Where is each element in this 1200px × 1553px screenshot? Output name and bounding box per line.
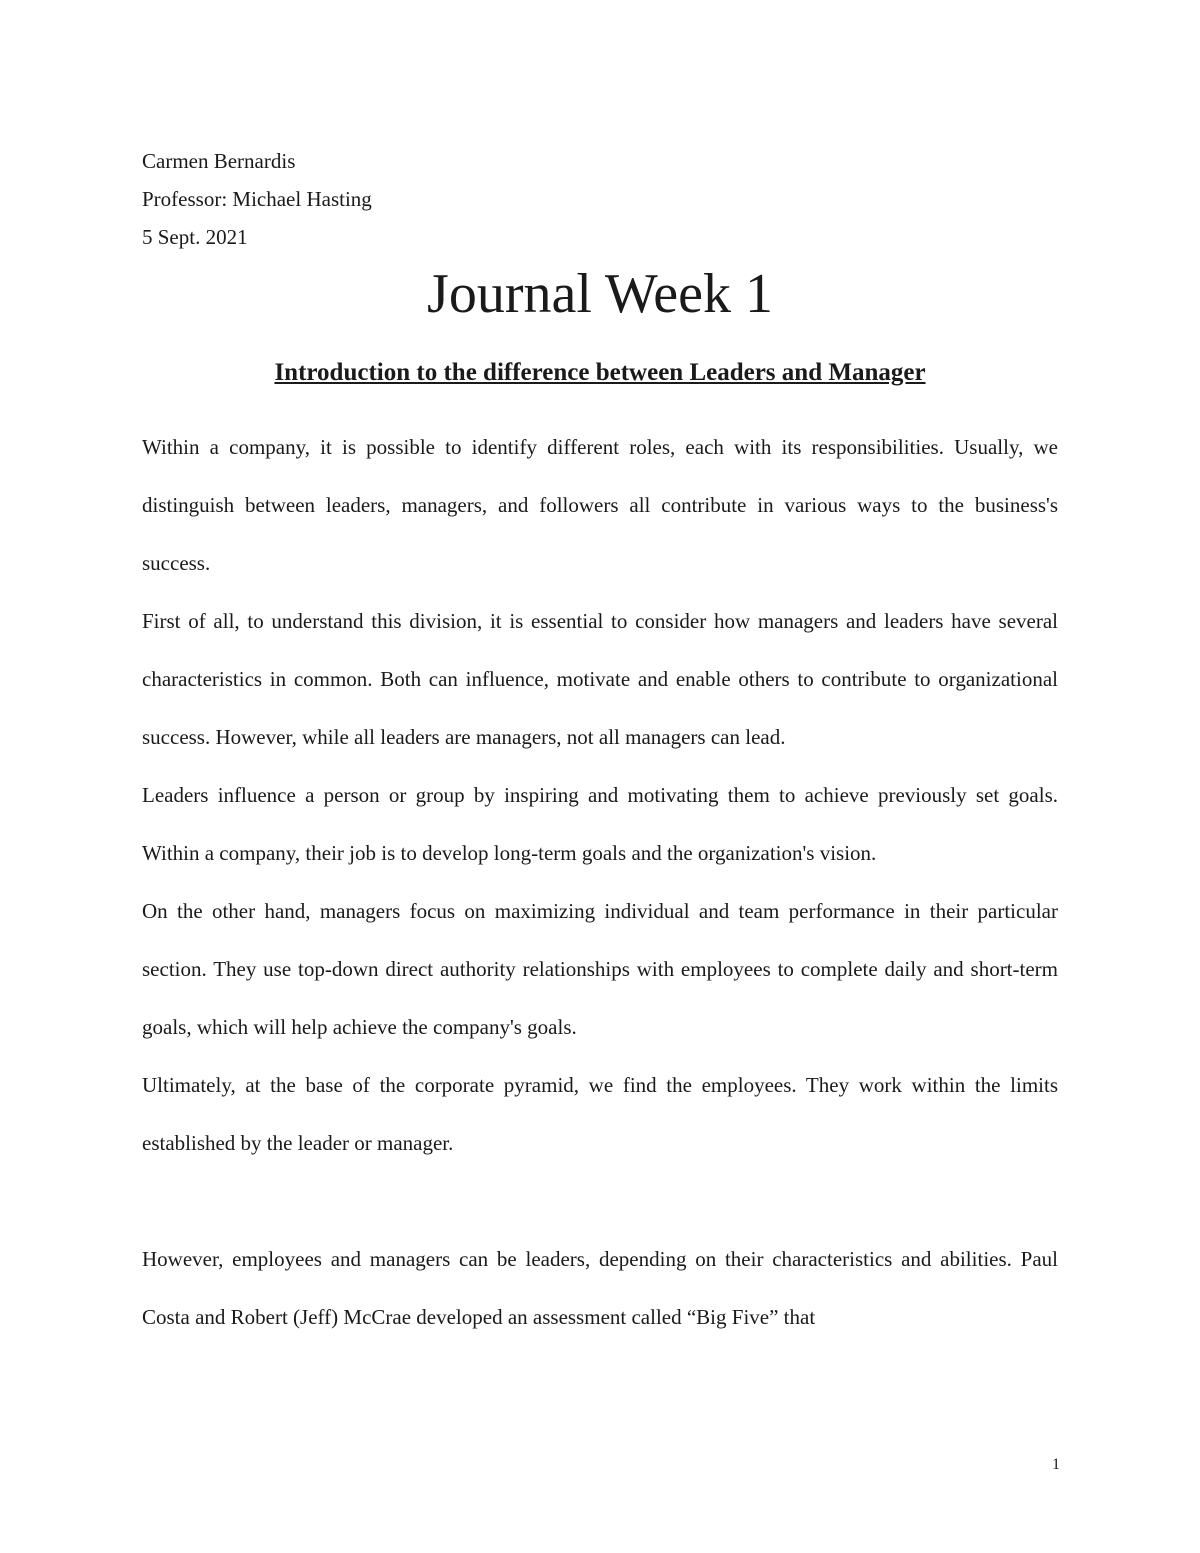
page-number: 1 — [1052, 1456, 1060, 1473]
professor-name: Professor: Michael Hasting — [142, 187, 372, 211]
document-subtitle: Introduction to the difference between Leaders and Manager — [274, 359, 926, 386]
paragraph-common-characteristics: First of all, to understand this division, it is essential to consider how managers and leaders have several characteristics in common. Both can influence, motivate and enable others to contribute to organizational success. However, while all leaders are managers, not all managers can lead. — [142, 609, 1058, 749]
document-title: Journal Week 1 — [427, 263, 773, 325]
paragraph-employees: Ultimately, at the base of the corporate pyramid, we find the employees. They work within the limits established by the leader or manager. — [142, 1073, 1058, 1155]
paragraph-roles: Within a company, it is possible to identify different roles, each with its responsibilities. Usually, we distinguish between leaders, managers, and followers all contribute in various ways to the business's success. — [142, 435, 1058, 575]
document-body — [142, 418, 1058, 1346]
paragraph-big-five: However, employees and managers can be leaders, depending on their characteristics and abilities. Paul Costa and Robert (Jeff) McCrae developed an assessment called “Big Five” that — [142, 1247, 1058, 1329]
document-header — [142, 142, 842, 256]
author-name: Carmen Bernardis — [142, 149, 296, 173]
paragraph-managers: On the other hand, managers focus on maximizing individual and team performance in their particular section. They use top-down direct authority relationships with employees to complete daily and short-term goals, which will help achieve the company's goals. — [142, 899, 1058, 1039]
paragraph-leaders: Leaders influence a person or group by inspiring and motivating them to achieve previously set goals. Within a company, their job is to develop long-term goals and the organization's vision. — [142, 783, 1058, 865]
document-date: 5 Sept. 2021 — [142, 225, 248, 249]
paragraph-spacer — [142, 1172, 1058, 1230]
